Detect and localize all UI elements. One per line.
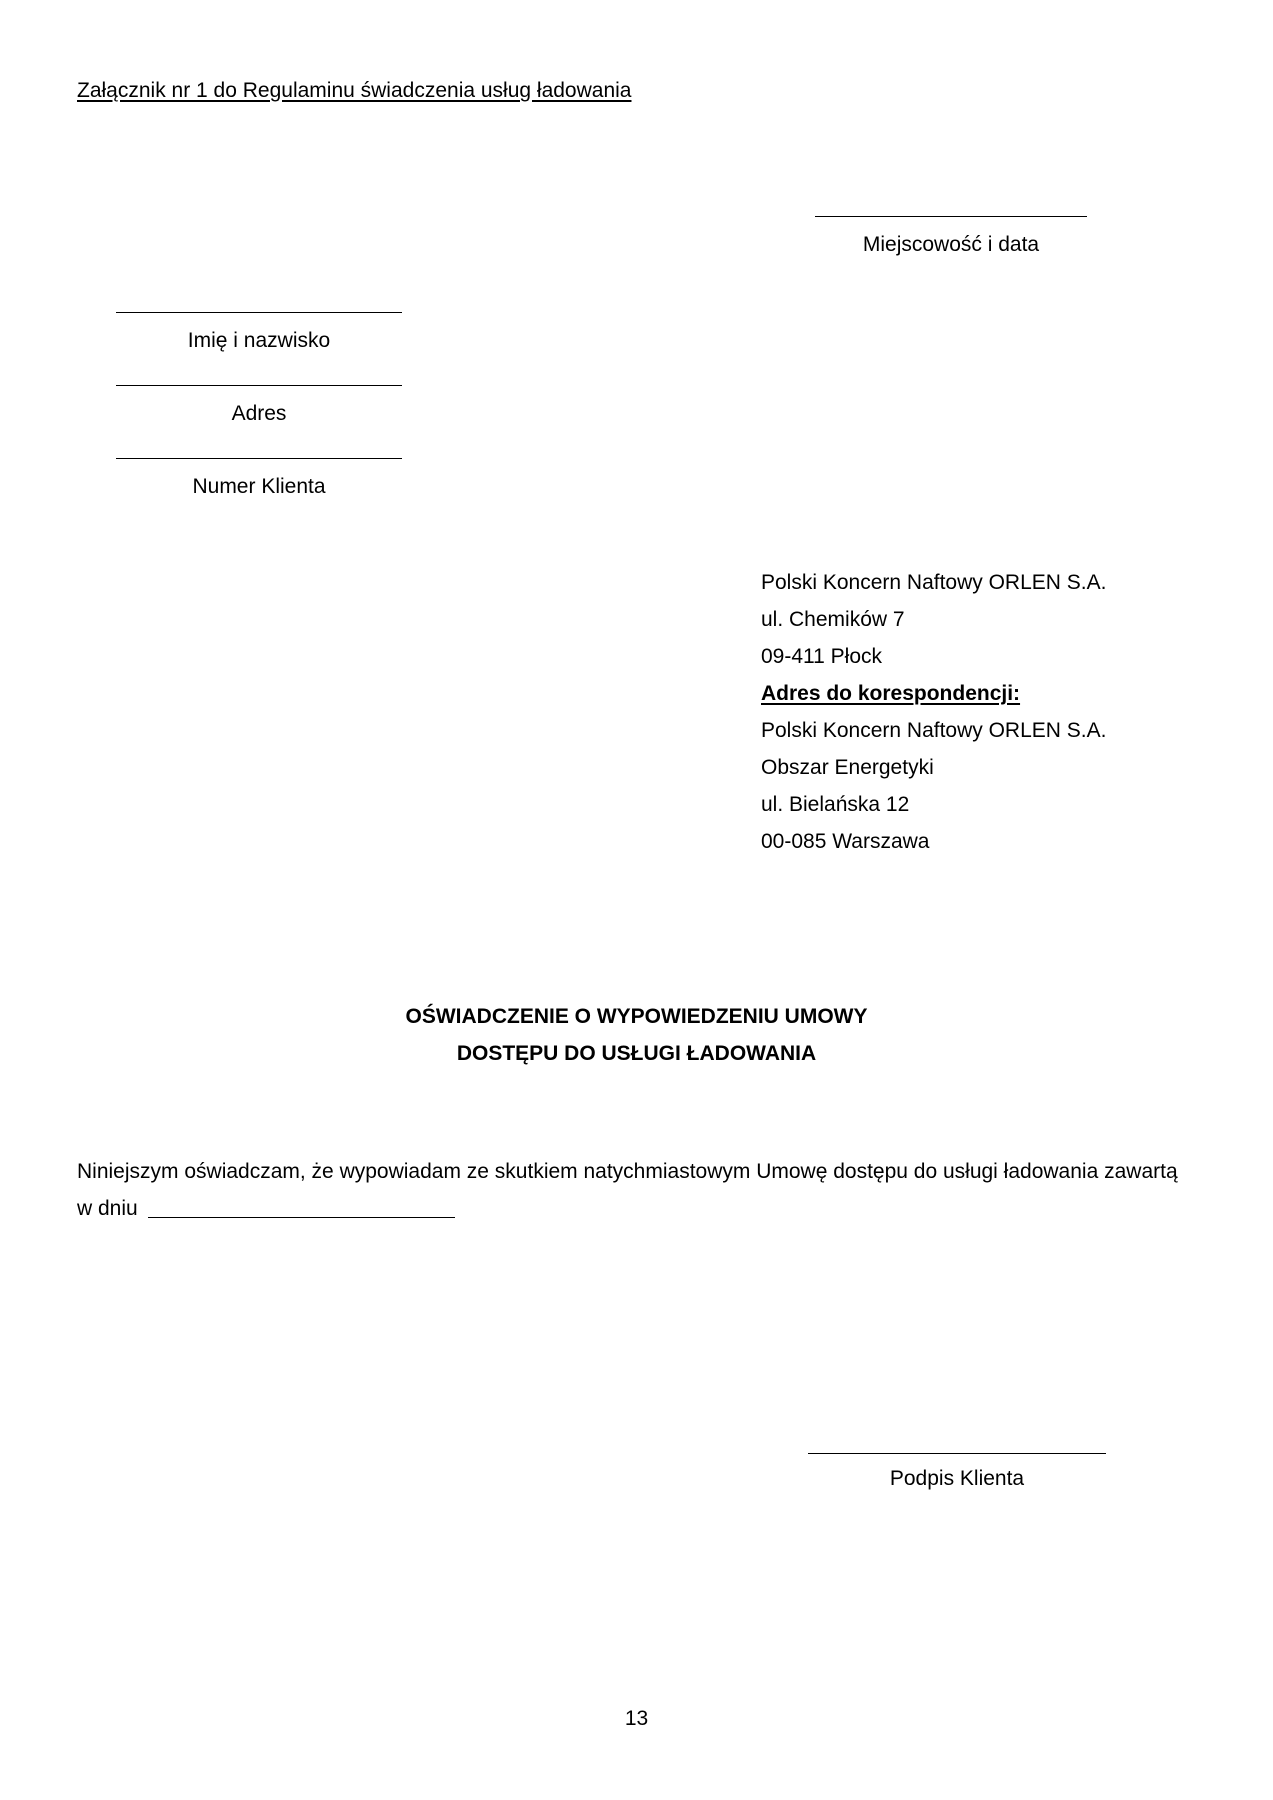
client-address-line bbox=[116, 385, 402, 386]
statement-body-line1: Niniejszym oświadczam, że wypowiadam ze skutkiem natychmiastowym Umowę dostępu do usługi ładowania zawartą bbox=[77, 1160, 1178, 1183]
client-address-label: Adres bbox=[231, 402, 287, 425]
place-date-line bbox=[815, 216, 1087, 217]
statement-title-line2: DOSTĘPU DO USŁUGI ŁADOWANIA bbox=[456, 1042, 817, 1065]
statement-title-line1: OŚWIADCZENIE O WYPOWIEDZENIU UMOWY bbox=[405, 1005, 868, 1028]
recipient-city: 09-411 Płock bbox=[761, 645, 883, 668]
client-name-line bbox=[116, 312, 402, 313]
corr-company: Polski Koncern Naftowy ORLEN S.A. bbox=[761, 719, 1107, 742]
signature-label: Podpis Klienta bbox=[889, 1467, 1025, 1490]
correspondence-heading: Adres do korespondencji: bbox=[761, 682, 1021, 705]
recipient-street: ul. Chemików 7 bbox=[761, 608, 905, 631]
client-number-line bbox=[116, 458, 402, 459]
client-number-label: Numer Klienta bbox=[192, 475, 326, 498]
place-date-label: Miejscowość i data bbox=[862, 233, 1040, 256]
corr-city: 00-085 Warszawa bbox=[761, 830, 930, 853]
recipient-company: Polski Koncern Naftowy ORLEN S.A. bbox=[761, 571, 1107, 594]
contract-date-line bbox=[148, 1217, 455, 1218]
annex-title: Załącznik nr 1 do Regulaminu świadczenia usług ładowania bbox=[77, 79, 632, 102]
statement-body-prefix: w dniu bbox=[77, 1197, 138, 1220]
corr-department: Obszar Energetyki bbox=[761, 756, 934, 779]
signature-line bbox=[808, 1453, 1106, 1454]
page-number: 13 bbox=[624, 1707, 649, 1730]
corr-street: ul. Bielańska 12 bbox=[761, 793, 910, 816]
client-name-label: Imię i nazwisko bbox=[187, 329, 331, 352]
